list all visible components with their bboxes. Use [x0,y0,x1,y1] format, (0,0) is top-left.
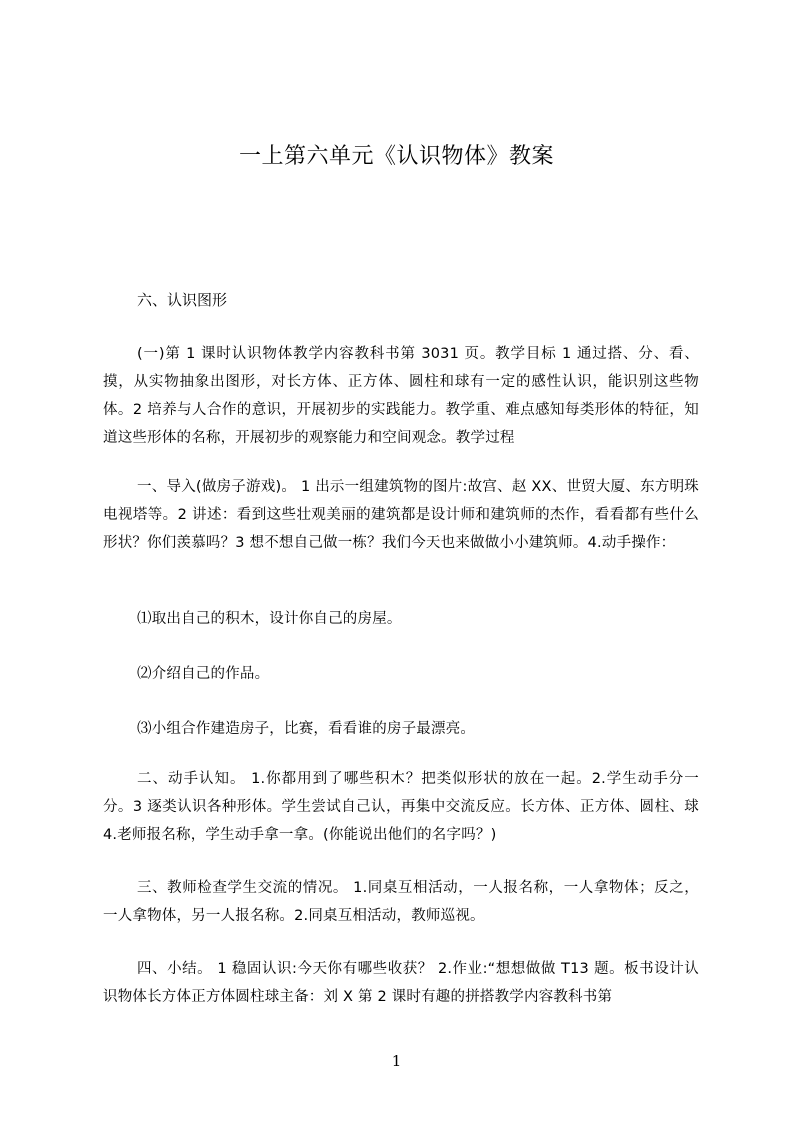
document-title: 一上第六单元《认识物体》教案 [238,144,554,169]
paragraph-summary: 四、小结。 1 稳固认识:今天你有哪些收获？ 2.作业:“想想做做 T13 题。板书设计认识物体长方体正方体圆柱球主备：刘 X 第 2 课时有趣的拼搭教学内容教科书第 [103,961,699,1005]
page-number: 1 [391,1052,402,1070]
paragraph-introduction: 一、导入(做房子游戏)。 1 出示一组建筑物的图片:故宫、赵 XX、世贸大厦、东方明珠电视塔等。2 讲述：看到这些壮观美丽的建筑都是设计师和建筑师的杰作，看看都有些什么形状？你们羡慕吗？3 想不想自己做一栋？我们今天也来做做小小建筑师。4.动手操作： [103,479,699,551]
paragraph-lesson-overview: (一)第 1 课时认识物体教学内容教科书第 3031 页。教学目标 1 通过搭、分、看、摸，从实物抽象出图形，对长方体、正方体、圆柱和球有一定的感性认识，能识别这些物体。2 培养与人合作的意识，开展初步的实践能力。教学重、难点感知每类形体的特征，知道这些形体的名称，开展初步的观察能力和空间观念。教学过程 [103,346,699,446]
paragraph-step-2: ⑵介绍自己的作品。 [137,666,270,682]
paragraph-teacher-check: 三、教师检查学生交流的情况。 1.同桌互相活动，一人报名称，一人拿物体；反之，一人拿物体，另一人报名称。2.同桌互相活动，教师巡视。 [103,880,699,924]
paragraph-hands-on: 二、动手认知。 1.你都用到了哪些积木？把类似形状的放在一起。2.学生动手分一分。3 逐类认识各种形体。学生尝试自己认，再集中交流反应。长方体、正方体、圆柱、球 4.老师报名称，学生动手拿一拿。(你能说出他们的名字吗？) [103,771,699,843]
paragraph-step-1: ⑴取出自己的积木，设计你自己的房屋。 [137,611,402,627]
section-heading: 六、认识图形 [137,291,228,309]
paragraph-step-3: ⑶小组合作建造房子，比赛，看看谁的房子最漂亮。 [137,721,476,737]
